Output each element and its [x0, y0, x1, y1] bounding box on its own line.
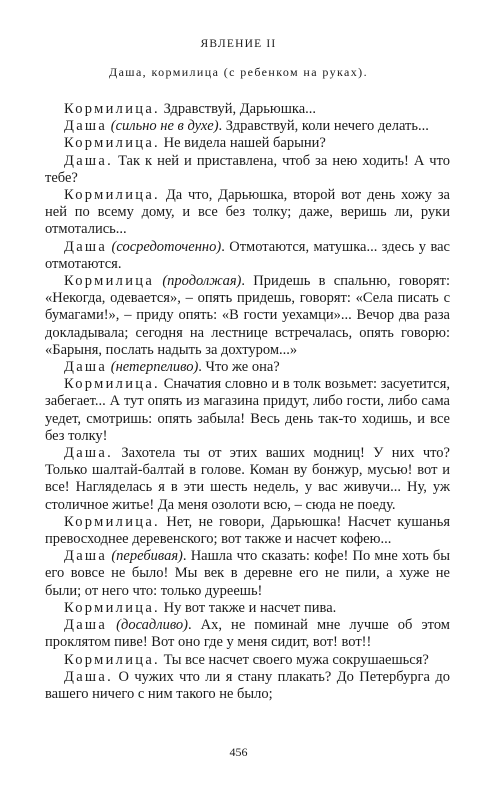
speaker-name: Кормилица. [64, 513, 160, 530]
dialogue-line [45, 359, 450, 376]
line-text: Ну вот также и насчет пива. [159, 599, 337, 616]
dialogue-line [45, 187, 450, 239]
speaker-name: Даша [64, 238, 108, 255]
line-text: Так к ней и приставлена, чтоб за нею ходить! А что тебе? [45, 152, 450, 186]
stage-direction: (нетерпеливо) [107, 359, 199, 376]
speaker-name: Кормилица. [64, 599, 160, 616]
dialogue-text [45, 101, 450, 703]
scene-title: ЯВЛЕНИЕ II [200, 38, 277, 50]
line-text: . Отмотаются, матушка... здесь у вас отмотаются. [45, 238, 450, 272]
line-text: . Ах, не поминай мне лучше об этом проклятом пиве! Вот оно где у меня сидит, вот! вот!! [45, 617, 450, 651]
speaker-name: Кормилица. [64, 101, 160, 117]
line-text: . Что же она? [198, 359, 280, 376]
line-text: Сначатия словно и в толк возьмет: засуетится, забегает... А тут опять из магазина придут, либо гости, либо сама уедет, смотришь: опять забыла! Весь день так-то ходишь, и все без толку! [45, 376, 450, 444]
dialogue-line [45, 445, 450, 514]
line-text: Да что, Дарьюшка, второй вот день хожу за ней по всему дому, и все без толку; даже, веришь ли, руки отмотались... [45, 187, 450, 238]
speaker-name: Даша [64, 359, 108, 376]
dialogue-line [45, 548, 450, 600]
speaker-name: Даша. [64, 445, 114, 462]
dialogue-line [45, 514, 450, 548]
dialogue-line [45, 669, 450, 703]
stage-direction: (сосредоточенно) [107, 238, 222, 255]
speaker-name: Кормилица. [64, 376, 160, 393]
speaker-name: Кормилица. [64, 651, 160, 668]
line-text: Не видела нашей барыни? [159, 135, 326, 152]
dialogue-line [45, 273, 450, 359]
line-text: О чужих что ли я стану плакать? До Петербурга до вашего ничего с ним такого не было; [45, 668, 450, 702]
speaker-name: Даша [64, 617, 108, 634]
speaker-name: Кормилица. [64, 135, 160, 152]
dialogue-line [45, 118, 450, 135]
dialogue-line [45, 376, 450, 445]
speaker-name: Даша. [64, 668, 114, 685]
line-text: Здравствуй, Дарьюшка... [159, 101, 317, 117]
stage-direction: (сильно не в духе) [107, 118, 219, 135]
line-text: Захотела ты от этих ваших модниц! У них что? Только шалтай-балтай в голове. Коман ву бонжур, мусью! вот и все! Нагляделась я в эти шесть недель, у вас живучи... Ну, уж столичное житье! Да меня озолоти всю, – сюда не поеду. [45, 445, 450, 513]
speaker-name: Даша [64, 118, 108, 135]
dialogue-line [45, 135, 450, 152]
speaker-name: Даша. [64, 152, 114, 169]
line-text: Нет, не говори, Дарьюшка! Насчет кушанья превосходнее деревенского; вот также и насчет кофею... [45, 513, 450, 548]
page-number: 456 [229, 745, 248, 759]
stage-direction: (перебивая) [107, 548, 183, 565]
dialogue-line [45, 101, 450, 118]
speaker-name: Кормилица [64, 273, 155, 290]
stage-direction: (досадливо) [107, 617, 188, 634]
stage-direction: (продолжая) [154, 273, 242, 290]
line-text: . Придешь в спальню, говорят: «Некогда, одевается», – опять придешь, говорят: «Села писать с бумагами!», – приду опять: «В гости уехамци»... Вечор два раза докладывала; сегодня на лестнице встречалась, опять говорю: «Барыня, послать надыть за дохтуром...» [45, 273, 450, 358]
dialogue-line [45, 600, 450, 617]
line-text: Ты все насчет своего мужа сокрушаешься? [159, 651, 429, 668]
dialogue-line [45, 652, 450, 669]
dialogue-line [45, 617, 450, 651]
dialogue-line [45, 153, 450, 187]
speaker-name: Кормилица. [64, 187, 160, 204]
dialogue-line [45, 239, 450, 273]
scene-cast: Даша, кормилица (с ребенком на руках). [109, 65, 368, 79]
line-text: . Нашла что сказать: кофе! По мне хоть бы его вовсе не было! Мы век в деревне его не пили, а хуже не были; от него что: только дуреешь! [45, 548, 450, 599]
speaker-name: Даша [64, 548, 108, 565]
line-text: . Здравствуй, коли нечего делать... [218, 118, 429, 135]
